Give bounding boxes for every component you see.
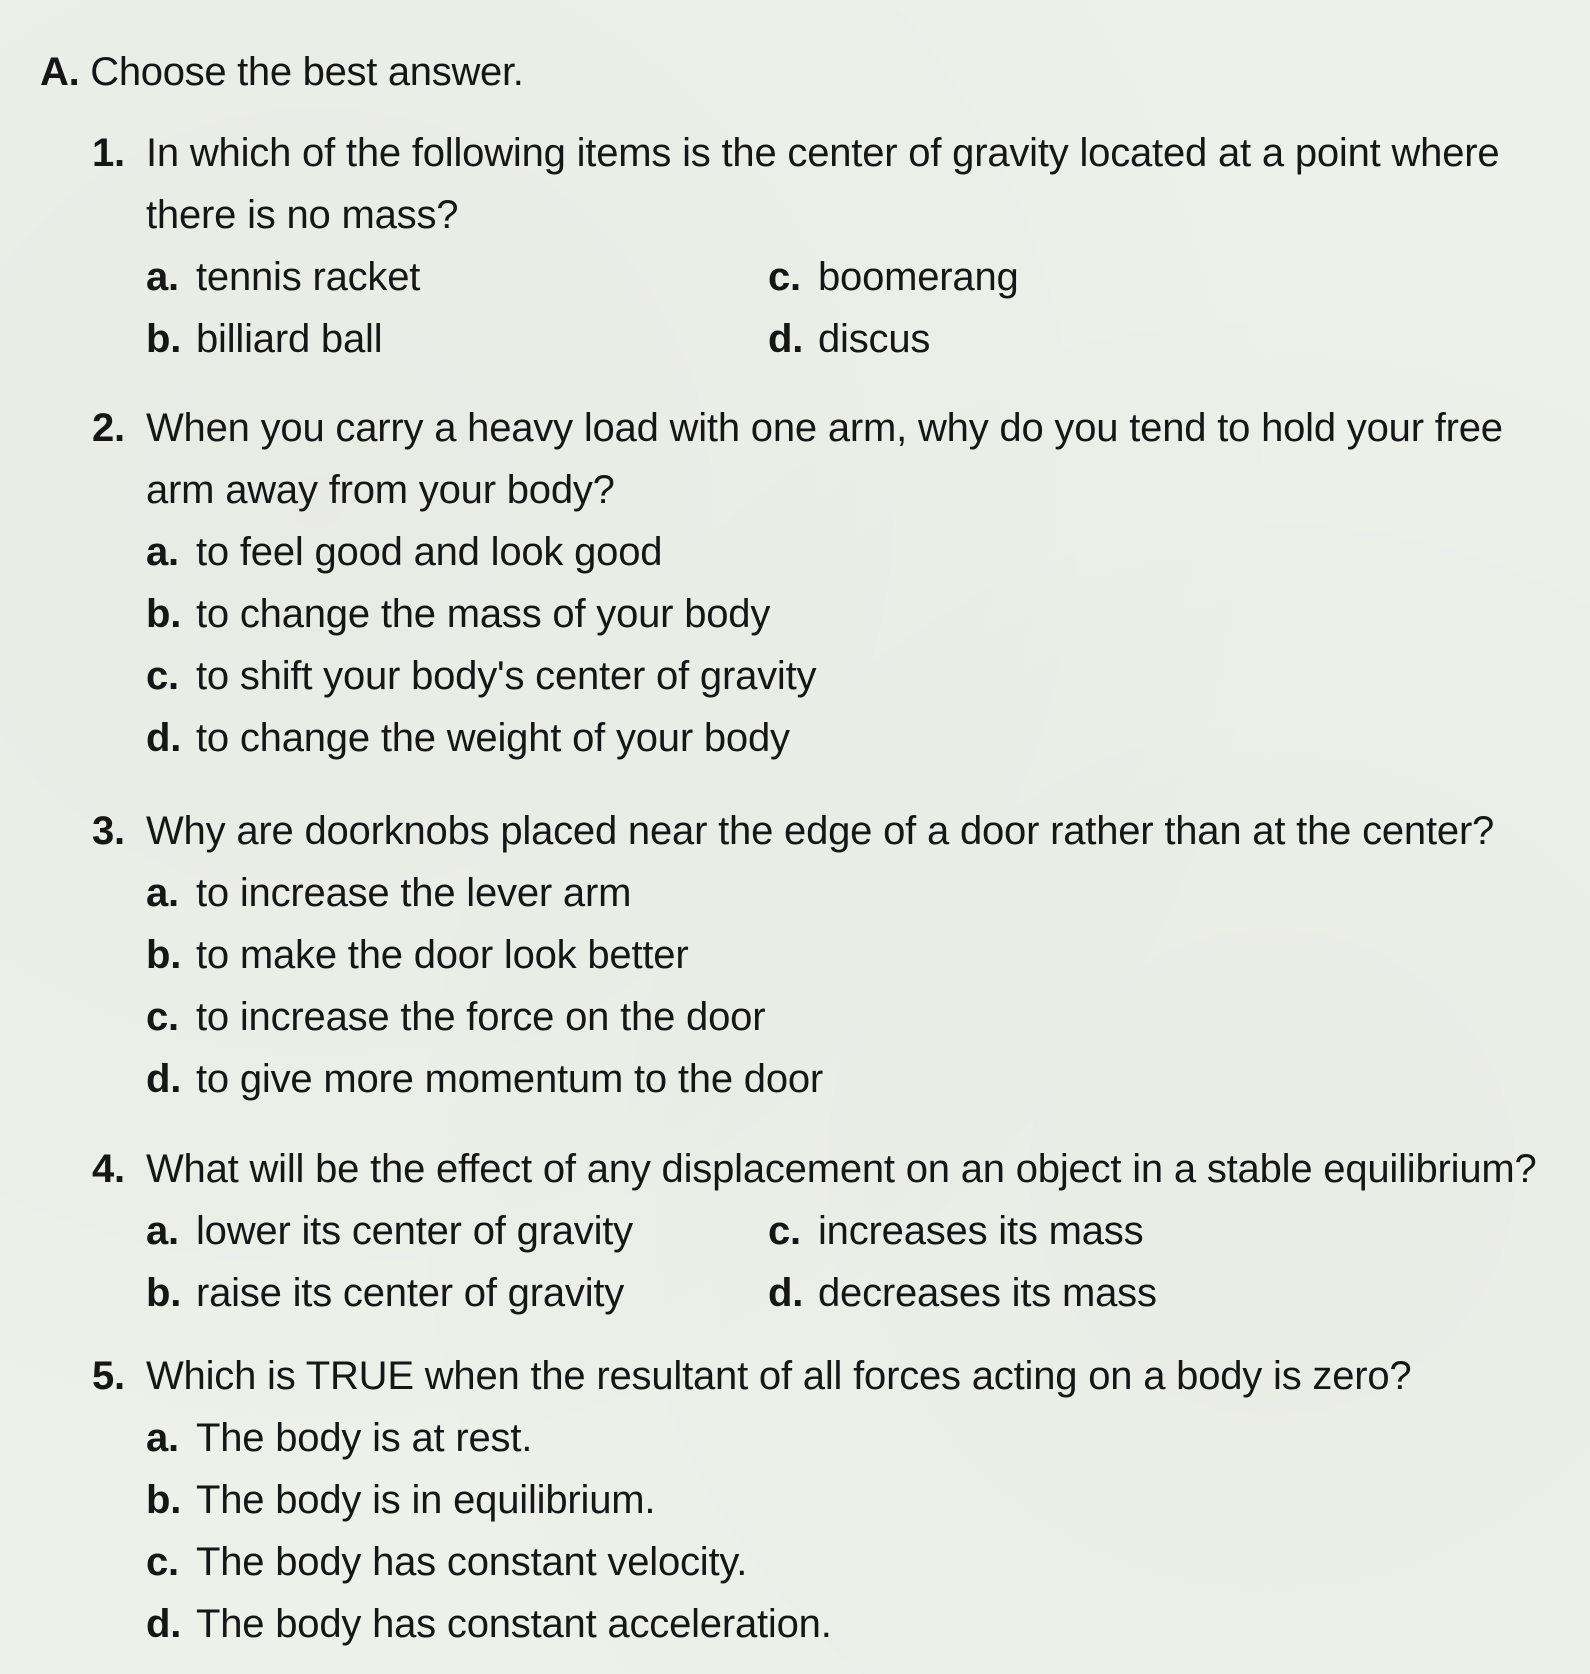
choice-letter: a. xyxy=(146,871,179,915)
choice-letter: d. xyxy=(146,1057,182,1101)
question-2 xyxy=(92,397,1560,769)
question-text: Why are doorknobs placed near the edge of a door rather than at the center? xyxy=(146,809,1495,853)
question-3 xyxy=(92,800,1560,1110)
section-letter: A. xyxy=(40,50,80,94)
question-number: 1. xyxy=(92,131,125,175)
choice-text: boomerang xyxy=(818,255,1019,299)
choice-letter: c. xyxy=(768,1209,801,1253)
question-number: 3. xyxy=(92,809,125,853)
choice-letter: d. xyxy=(768,1271,804,1315)
question-stem xyxy=(92,397,1560,521)
question-number: 4. xyxy=(92,1147,125,1191)
choice-letter: c. xyxy=(146,1540,179,1584)
choice-text: to increase the lever arm xyxy=(196,871,632,915)
choice-d[interactable] xyxy=(146,1048,1560,1110)
choice-list xyxy=(92,862,1560,1110)
choice-letter: b. xyxy=(146,1478,182,1522)
choice-c[interactable] xyxy=(146,986,1560,1048)
question-5 xyxy=(92,1345,1560,1655)
section-instruction: Choose the best answer. xyxy=(90,50,524,94)
section-heading xyxy=(40,46,524,98)
question-text: What will be the effect of any displacement on an object in a stable equilibrium? xyxy=(146,1147,1537,1191)
choice-text: increases its mass xyxy=(818,1209,1144,1253)
choice-b[interactable] xyxy=(146,1262,768,1324)
choice-a[interactable] xyxy=(146,1407,1560,1469)
choice-b[interactable] xyxy=(146,308,768,370)
choice-text: The body is in equilibrium. xyxy=(196,1478,656,1522)
choice-text: to shift your body's center of gravity xyxy=(196,654,817,698)
choice-text: to change the mass of your body xyxy=(196,592,771,636)
choice-a[interactable] xyxy=(146,862,1560,924)
choice-text: to change the weight of your body xyxy=(196,716,790,760)
choice-letter: a. xyxy=(146,1416,179,1460)
question-number: 5. xyxy=(92,1354,125,1398)
choice-text: The body is at rest. xyxy=(196,1416,533,1460)
choice-text: The body has constant velocity. xyxy=(196,1540,748,1584)
question-text: Which is TRUE when the resultant of all forces acting on a body is zero? xyxy=(146,1354,1412,1398)
choice-letter: a. xyxy=(146,1209,179,1253)
choice-text: to feel good and look good xyxy=(196,530,663,574)
choice-letter: a. xyxy=(146,255,179,299)
choice-letter: d. xyxy=(146,1602,182,1646)
question-4 xyxy=(92,1138,1560,1324)
question-stem xyxy=(92,1345,1560,1407)
question-stem xyxy=(92,800,1560,862)
choice-letter: d. xyxy=(146,716,182,760)
choice-list xyxy=(92,246,1560,370)
choice-c[interactable] xyxy=(146,1531,1560,1593)
choice-letter: b. xyxy=(146,592,182,636)
choice-letter: c. xyxy=(768,255,801,299)
choice-b[interactable] xyxy=(146,1469,1560,1531)
choice-text: to increase the force on the door xyxy=(196,995,766,1039)
choice-letter: b. xyxy=(146,933,182,977)
choice-letter: c. xyxy=(146,654,179,698)
choice-d[interactable] xyxy=(768,1262,1368,1324)
choice-list xyxy=(92,521,1560,769)
choice-a[interactable] xyxy=(146,246,768,308)
choice-letter: b. xyxy=(146,317,182,361)
choice-c[interactable] xyxy=(768,246,1368,308)
choice-text: to make the door look better xyxy=(196,933,689,977)
choice-text: to give more momentum to the door xyxy=(196,1057,824,1101)
question-number: 2. xyxy=(92,406,125,450)
choice-letter: d. xyxy=(768,317,804,361)
question-text: When you carry a heavy load with one arm, why do you tend to hold your free arm away from your body? xyxy=(146,406,1503,512)
choice-d[interactable] xyxy=(146,1593,1560,1655)
choice-a[interactable] xyxy=(146,1200,768,1262)
choice-letter: c. xyxy=(146,995,179,1039)
choice-b[interactable] xyxy=(146,924,1560,986)
question-text: In which of the following items is the center of gravity located at a point where there is no mass? xyxy=(146,131,1500,237)
choice-text: discus xyxy=(818,317,931,361)
choice-list xyxy=(92,1200,1560,1324)
choice-letter: a. xyxy=(146,530,179,574)
choice-text: raise its center of gravity xyxy=(196,1271,625,1315)
choice-d[interactable] xyxy=(146,707,1560,769)
choice-text: lower its center of gravity xyxy=(196,1209,633,1253)
question-1 xyxy=(92,122,1560,370)
choice-letter: b. xyxy=(146,1271,182,1315)
choice-a[interactable] xyxy=(146,521,1560,583)
choice-c[interactable] xyxy=(146,645,1560,707)
choice-c[interactable] xyxy=(768,1200,1368,1262)
choice-d[interactable] xyxy=(768,308,1368,370)
choice-list xyxy=(92,1407,1560,1655)
choice-text: decreases its mass xyxy=(818,1271,1157,1315)
question-stem xyxy=(92,122,1560,246)
choice-text: The body has constant acceleration. xyxy=(196,1602,832,1646)
question-stem xyxy=(92,1138,1560,1200)
choice-text: tennis racket xyxy=(196,255,421,299)
choice-text: billiard ball xyxy=(196,317,383,361)
choice-b[interactable] xyxy=(146,583,1560,645)
